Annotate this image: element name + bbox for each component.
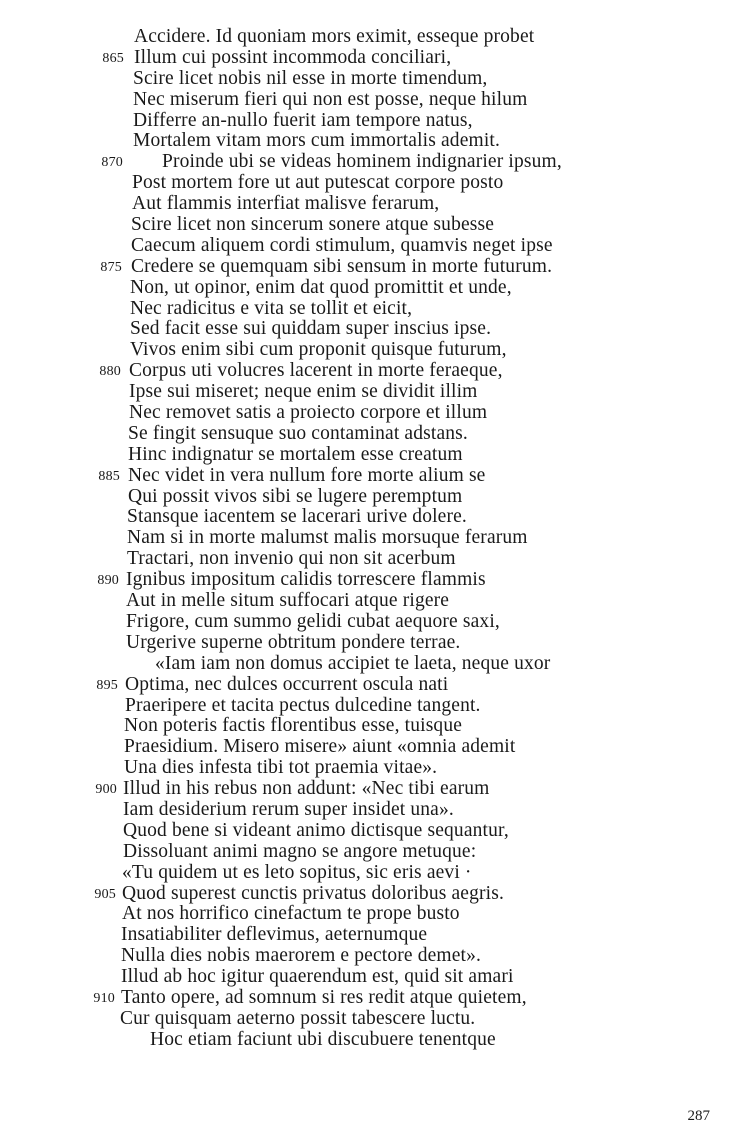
verse-text: Frigore, cum summo gelidi cubat aequore saxi,	[126, 610, 500, 632]
verse-line	[0, 131, 750, 152]
verse-line	[0, 591, 750, 612]
line-number: 880	[99, 364, 121, 380]
verse-line	[0, 528, 750, 549]
verse-text: Se fingit sensuque suo contaminat adstans.	[128, 422, 468, 444]
verse-line	[0, 800, 750, 821]
verse-text: Optima, nec dulces occurrent oscula nati	[125, 673, 449, 695]
line-number: 870	[101, 155, 123, 171]
verse-text: Scire licet non sincerum sonere atque subesse	[131, 214, 495, 236]
verse-text: Cur quisquam aeterno possit tabescere luctu.	[120, 1007, 476, 1029]
verse-line	[0, 612, 750, 633]
verse-line	[0, 988, 750, 1009]
verse-text: Nam si in morte malumst malis morsuque ferarum	[127, 527, 528, 549]
verse-line	[0, 403, 750, 424]
verse-line	[0, 278, 750, 299]
line-number: 895	[96, 677, 118, 693]
verse-line	[0, 633, 750, 654]
verse-line	[0, 319, 750, 340]
verse-text: Accidere. Id quoniam mors eximit, esseque probet	[134, 26, 535, 47]
verse-line	[0, 737, 750, 758]
verse-text: Scire licet nobis nil esse in morte timendum,	[133, 67, 488, 89]
verse-line	[0, 549, 750, 570]
verse-line	[0, 507, 750, 528]
verse-block	[0, 27, 750, 1051]
line-number: 885	[98, 468, 120, 484]
verse-text: Nulla dies nobis maerorem e pectore demet».	[121, 945, 482, 967]
verse-text: At nos horrifico cinefactum te prope busto	[122, 903, 460, 925]
line-number: 900	[95, 782, 117, 798]
verse-line	[0, 758, 750, 779]
verse-text: Tanto opere, ad somnum si res redit atque quietem,	[121, 986, 527, 1008]
verse-line	[0, 904, 750, 925]
verse-text: Mortalem vitam mors cum immortalis ademit.	[133, 130, 500, 152]
verse-text: Non poteris factis florentibus esse, tuisque	[124, 715, 463, 737]
verse-line	[0, 696, 750, 717]
verse-line	[0, 570, 750, 591]
verse-line	[0, 445, 750, 466]
verse-text: Non, ut opinor, enim dat quod promittit et unde,	[130, 276, 512, 298]
verse-line	[0, 361, 750, 382]
verse-text: Ipse sui miseret; neque enim se dividit illim	[129, 381, 478, 403]
verse-text: Quod bene si videant animo dictisque sequantur,	[123, 819, 509, 841]
verse-text: Iam desiderium rerum super insidet una».	[123, 798, 454, 820]
verse-text: Illud ab hoc igitur quaerendum est, quid sit amari	[121, 966, 514, 988]
verse-line	[0, 340, 750, 361]
verse-text: Qui possit vivos sibi se lugere peremptum	[128, 485, 463, 507]
verse-text: Urgerive superne obtritum pondere terrae.	[126, 631, 461, 653]
verse-line	[0, 487, 750, 508]
verse-line	[0, 90, 750, 111]
verse-line	[0, 382, 750, 403]
line-number: 910	[93, 990, 115, 1006]
verse-text: Sed facit esse sui quiddam super inscius ipse.	[130, 318, 492, 340]
verse-text: Corpus uti volucres lacerent in morte feraeque,	[129, 360, 503, 382]
verse-line	[0, 946, 750, 967]
verse-text: Nec miserum fieri qui non est posse, neque hilum	[133, 88, 528, 110]
verse-text: Aut flammis interfiat malisve ferarum,	[132, 193, 440, 215]
line-number: 890	[97, 573, 119, 589]
verse-text: Praesidium. Misero misere» aiunt «omnia ademit	[124, 736, 516, 758]
verse-text: Stansque iacentem se lacerari urive dolere.	[127, 506, 467, 528]
verse-line	[0, 779, 750, 800]
verse-line	[0, 1030, 750, 1051]
verse-line	[0, 215, 750, 236]
verse-text: Post mortem fore ut aut putescat corpore posto	[132, 172, 504, 194]
verse-line	[0, 194, 750, 215]
verse-text: Differre an-nullo fuerit iam tempore natus,	[133, 109, 473, 131]
verse-line	[0, 863, 750, 884]
verse-line	[0, 69, 750, 90]
verse-text: Una dies infesta tibi tot praemia vitae».	[124, 757, 438, 779]
page-number: 287	[687, 1108, 710, 1124]
verse-text: Hoc etiam faciunt ubi discubuere tenentque	[150, 1028, 496, 1050]
verse-text: Praeripere et tacita pectus dulcedine tangent.	[125, 694, 481, 716]
verse-text: Quod superest cunctis privatus doloribus aegris.	[122, 882, 504, 904]
verse-line	[0, 424, 750, 445]
verse-line	[0, 654, 750, 675]
verse-text: Hinc indignatur se mortalem esse creatum	[128, 443, 463, 465]
verse-line	[0, 925, 750, 946]
verse-line	[0, 967, 750, 988]
verse-line	[0, 236, 750, 257]
verse-line	[0, 48, 750, 69]
line-number: 865	[102, 50, 124, 66]
verse-text: Nec removet satis a proiecto corpore et illum	[129, 402, 488, 424]
verse-line	[0, 466, 750, 487]
line-number: 905	[94, 886, 116, 902]
verse-text: Vivos enim sibi cum proponit quisque futurum,	[130, 339, 507, 361]
verse-text: Illud in his rebus non addunt: «Nec tibi earum	[123, 778, 490, 800]
verse-text: Credere se quemquam sibi sensum in morte futurum.	[131, 255, 553, 277]
verse-text: Proinde ubi se videas hominem indignarier ipsum,	[162, 151, 562, 173]
verse-line	[0, 299, 750, 320]
verse-line	[0, 173, 750, 194]
verse-line	[0, 152, 750, 173]
verse-line	[0, 842, 750, 863]
verse-line	[0, 1009, 750, 1030]
verse-line	[0, 111, 750, 132]
verse-text: Ignibus impositum calidis torrescere flammis	[126, 569, 486, 591]
verse-line	[0, 716, 750, 737]
verse-text: Nec videt in vera nullum fore morte alium se	[128, 464, 486, 486]
line-number: 875	[100, 259, 122, 275]
verse-line	[0, 675, 750, 696]
verse-line	[0, 257, 750, 278]
verse-line	[0, 821, 750, 842]
verse-text: Tractari, non invenio qui non sit acerbum	[127, 548, 456, 570]
verse-text: «Tu quidem ut es leto sopitus, sic eris aevi ·	[122, 861, 472, 883]
verse-text: Aut in melle situm suffocari atque rigere	[126, 590, 450, 612]
verse-text: Insatiabiliter deflevimus, aeternumque	[121, 924, 428, 946]
verse-text: Caecum aliquem cordi stimulum, quamvis neget ipse	[131, 234, 553, 256]
verse-line	[0, 884, 750, 905]
verse-text: «Iam iam non domus accipiet te laeta, neque uxor	[155, 652, 551, 674]
verse-text: Illum cui possint incommoda conciliari,	[134, 46, 452, 68]
verse-line	[0, 27, 750, 48]
verse-text: Dissoluant animi magno se angore metuque:	[123, 840, 477, 862]
verse-text: Nec radicitus e vita se tollit et eicit,	[130, 297, 413, 319]
